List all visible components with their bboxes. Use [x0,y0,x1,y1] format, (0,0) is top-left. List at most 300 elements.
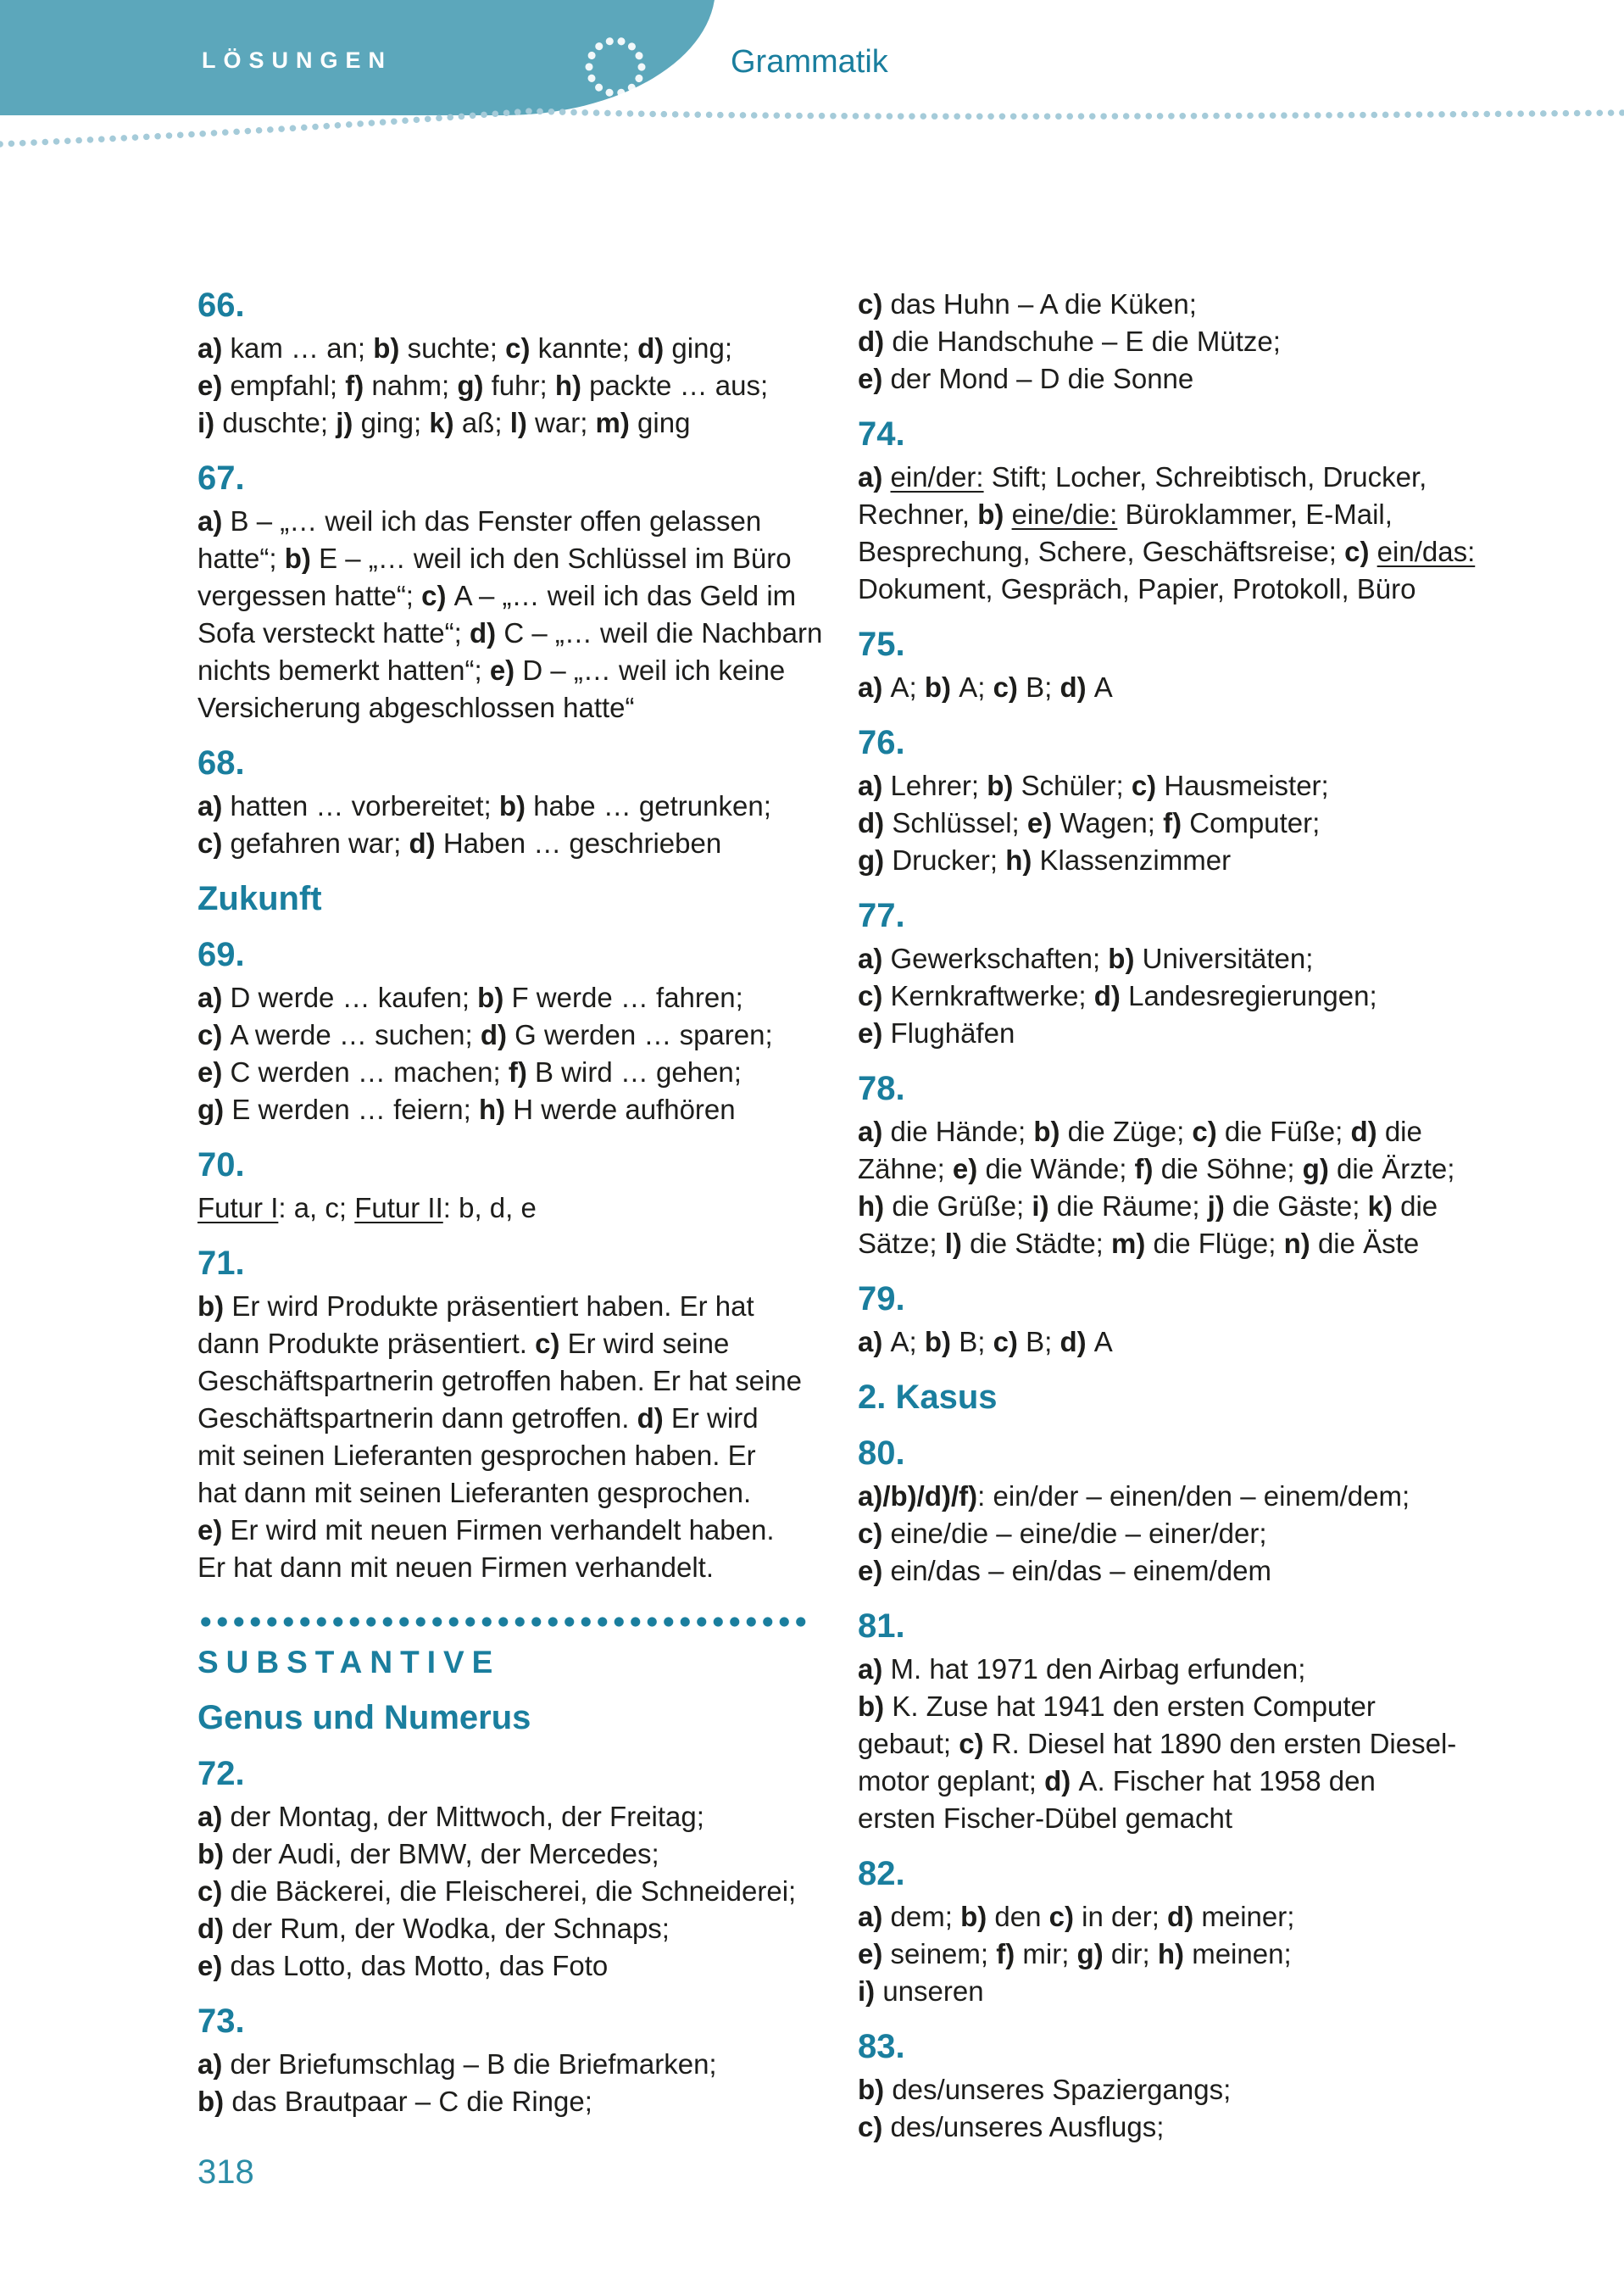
section-subheading: 2. Kasus [858,1379,998,1416]
answer-text: hatten … vorbereitet; [230,790,499,822]
answer-text: B; [1026,671,1060,703]
answer-label: a) [858,770,891,801]
answer-line [858,1113,1510,1150]
answer-line [858,669,1510,706]
section-heading: SUBSTANTIVE [197,1645,501,1679]
answer-label: a)/b)/d)/f) [858,1480,978,1512]
exercise-82 [858,1854,1510,2010]
answer-label: f) [1134,1153,1161,1184]
answer-text: des/unseres Ausflugs; [890,2111,1165,2142]
answer-label: e) [197,1950,231,1981]
answer-label: c) [1048,1901,1082,1932]
answer-label: a) [197,982,231,1013]
exercise-73 [197,2002,850,2120]
answer-line [197,1437,850,1474]
answer-text: G werden … sparen; [514,1019,773,1050]
answer-text: mir; [1022,1938,1077,1969]
answer-text: Zähne; [858,1153,953,1184]
answer-label: e) [858,1938,891,1969]
answer-label: b) [284,543,320,574]
answer-text: ein/das – ein/das – einem/dem [890,1555,1271,1586]
answer-line [197,1400,850,1437]
answer-key-term: Futur I [197,1192,279,1223]
answer-text: die Handschuhe – E die Mütze; [892,326,1281,357]
answer-text: ersten Fischer-Dübel gemacht [858,1802,1233,1834]
answer-text: H werde aufhören [513,1094,736,1125]
answer-label: b) [924,671,959,703]
answer-text: Rechner, [858,499,978,530]
answer-text: Universitäten; [1142,943,1314,974]
answer-line [858,1552,1510,1590]
answer-text: Schlüssel; [892,807,1027,838]
answer-label: g) [1076,1938,1111,1969]
answer-label: i) [858,1975,883,2007]
answer-text: fuhr; [491,370,555,401]
answer-line [197,615,850,652]
answer-text: die Ärzte; [1337,1153,1455,1184]
answer-text: das Brautpaar – C die Ringe; [231,2086,592,2117]
answer-line [197,689,850,727]
answer-label: e) [489,655,523,686]
answer-text: Lehrer; [890,770,987,801]
exercise-number: 67. [197,460,245,497]
exercise-81 [858,1607,1510,1837]
answer-text: in der; [1082,1901,1168,1932]
answer-text: eine/die – eine/die – einer/der; [890,1518,1267,1549]
answer-line [858,2108,1510,2146]
answer-line [197,1910,850,1947]
answer-text: suchte; [407,332,506,364]
answer-text: die Bäckerei, die Fleischerei, die Schneiderei; [230,1875,797,1907]
answer-line [858,805,1510,842]
answer-line [197,1835,850,1873]
answer-label: b) [987,770,1021,801]
exercise-number: 70. [197,1146,245,1184]
answer-label: c) [1192,1116,1225,1147]
answer-text: nichts bemerkt hatten“; [197,655,490,686]
answer-text: Er wird seine [567,1328,730,1359]
answer-label: c) [959,1728,992,1759]
answer-text: Gewerkschaften; [890,943,1109,974]
answer-text: E werden … feiern; [231,1094,479,1125]
answer-label: b) [373,332,408,364]
page-title: LÖSUNGEN [202,47,393,73]
answer-text: Wagen; [1059,807,1164,838]
answer-line [858,1478,1510,1515]
answer-text: die Räume; [1056,1190,1208,1222]
answer-text: Stift; Locher, Schreibtisch, Drucker, [983,461,1427,493]
answer-text: A. Fischer hat 1958 den [1078,1765,1376,1796]
answer-line [197,1325,850,1362]
exercise-number: 68. [197,744,245,782]
answer-text: K. Zuse hat 1941 den ersten Computer [892,1691,1376,1722]
answer-text: die [1384,1116,1422,1147]
answer-text: Besprechung, Schere, Geschäftsreise; [858,536,1345,567]
dotted-wave-line-icon [0,111,1624,144]
answer-line [858,1323,1510,1361]
answer-text: D werde … kaufen; [230,982,478,1013]
answer-line [858,1515,1510,1552]
answer-label: e) [197,1514,231,1546]
answer-text: kam … an; [230,332,374,364]
answer-label: b) [197,2086,232,2117]
answer-text: Dokument, Gespräch, Papier, Protokoll, Büro [858,573,1416,604]
exercise-number: 66. [197,287,245,324]
answer-text: die Züge; [1067,1116,1193,1147]
answer-text: packte … aus; [589,370,769,401]
answer-text: das Huhn – A die Küken; [890,288,1197,320]
answer-text: meinen; [1192,1938,1292,1969]
answer-label: a) [858,461,891,493]
answer-text: Er wird Produkte präsentiert haben. Er hat [231,1290,754,1322]
answer-text: Hausmeister; [1164,770,1329,801]
answer-label: d) [1044,1765,1079,1796]
answer-key-term: ein/der: [890,461,984,493]
exercise-78 [858,1069,1510,1262]
answer-label: d) [1350,1116,1385,1147]
answer-text: : b, d, e [442,1192,537,1223]
answer-text: seinem; [890,1938,997,1969]
answer-text: F werde … fahren; [511,982,743,1013]
answer-line [858,286,1510,323]
answer-text: Schüler; [1021,770,1132,801]
answer-text: A [1093,671,1113,703]
answer-label: h) [478,1094,514,1125]
answer-text: der Rum, der Wodka, der Schnaps; [231,1913,670,1944]
answer-text: die Füße; [1224,1116,1351,1147]
answer-text: B wird … gehen; [534,1056,742,1088]
answer-line [858,571,1510,608]
answer-label: e) [858,1017,891,1049]
answer-label: c) [421,580,454,611]
answer-label: d) [637,1402,671,1434]
answer-line [858,1651,1510,1688]
answer-text: unseren [882,1975,984,2007]
chapter-label: Grammatik [731,44,888,80]
answer-text: war; [535,407,596,438]
answer-label: j) [1207,1190,1232,1222]
answer-line [858,1763,1510,1800]
answer-label: e) [197,370,231,401]
exercise-number: 83. [858,2028,905,2065]
answer-label: d) [480,1019,515,1050]
answer-label: g) [197,1094,232,1125]
answer-text: Versicherung abgeschlossen hatte“ [197,692,635,723]
exercise-67 [197,459,850,727]
answer-line [197,825,850,862]
answer-text: mit seinen Lieferanten gesprochen haben. Er [197,1440,756,1471]
answer-text: Computer; [1189,807,1321,838]
answer-line [858,323,1510,360]
answer-text: das Lotto, das Motto, das Foto [230,1950,609,1981]
answer-label: d) [637,332,672,364]
answer-label: b) [960,1901,995,1932]
answer-text: meiner; [1201,1901,1295,1932]
answer-text: Er wird mit neuen Firmen verhandelt haben. [230,1514,775,1546]
answer-label: e) [858,1555,891,1586]
answer-text: R. Diesel hat 1890 den ersten Diesel- [991,1728,1457,1759]
answer-line [858,1936,1510,1973]
answer-text: M. hat 1971 den Airbag erfunden; [890,1653,1306,1685]
answer-text: empfahl; [230,370,346,401]
answer-text: die Hände; [890,1116,1034,1147]
exercise-continued [858,286,1510,398]
answer-text: ging [637,407,691,438]
answer-label: f) [1163,807,1190,838]
answer-label: m) [1111,1228,1154,1259]
answer-line [197,1873,850,1910]
answer-label: d) [1059,671,1094,703]
exercise-number: 80. [858,1434,905,1472]
answer-label: h) [1157,1938,1193,1969]
exercise-83 [858,2027,1510,2146]
exercise-number: 75. [858,626,905,663]
answer-label: l) [509,407,536,438]
answer-label: f) [508,1056,535,1088]
answer-text: duschte; [222,407,336,438]
exercise-72 [197,1754,850,1985]
answer-text: die Flüge; [1153,1228,1284,1259]
answer-label: m) [595,407,638,438]
answer-text: Er wird [670,1402,759,1434]
answer-line [197,1798,850,1835]
answer-line [858,1225,1510,1262]
dotted-divider [197,1617,811,1627]
answer-text: die [1400,1190,1438,1222]
exercise-71 [197,1244,850,1586]
answer-label: c) [858,288,891,320]
answer-line [197,503,850,540]
answer-label: c) [197,1875,231,1907]
answer-text: die Söhne; [1160,1153,1303,1184]
answer-text: hatte“; [197,543,285,574]
answer-label: a) [197,332,231,364]
answer-label: h) [554,370,590,401]
answer-text: hat dann mit seinen Lieferanten gesprochen. [197,1477,752,1508]
answer-label: h) [1005,844,1040,876]
answer-label: d) [1093,980,1129,1011]
answer-label: d) [1059,1326,1094,1357]
answer-text: der Briefumschlag – B die Briefmarken; [230,2048,717,2080]
answer-text: vergessen hatte“; [197,580,422,611]
answer-label: c) [858,980,891,1011]
answer-label: e) [197,1056,231,1088]
answer-line [197,330,850,367]
answer-label: b) [858,2074,893,2105]
exercise-79 [858,1279,1510,1361]
answer-label: g) [1302,1153,1337,1184]
exercise-80 [858,1434,1510,1590]
answer-line [197,1054,850,1091]
answer-text: A; [890,1326,925,1357]
answer-line [858,1015,1510,1052]
answer-label: k) [429,407,462,438]
answer-label: e) [1026,807,1060,838]
answer-label: a) [858,1326,891,1357]
answer-label: h) [858,1190,893,1222]
answer-text: A werde … suchen; [230,1019,481,1050]
answer-text: C werden … machen; [230,1056,509,1088]
answer-text: die Städte; [970,1228,1112,1259]
answer-key-term: Futur II [354,1192,443,1223]
exercise-75 [858,625,1510,706]
answer-label: n) [1283,1228,1318,1259]
answer-label: a) [858,1653,891,1685]
answer-text: habe … getrunken; [533,790,771,822]
answer-text: B – „… weil ich das Fenster offen gelassen [230,505,762,537]
answer-line [197,1362,850,1400]
answer-label: f) [345,370,372,401]
answer-text: Haben … geschrieben [442,827,722,859]
exercise-number: 77. [858,897,905,934]
answer-text: nahm; [371,370,458,401]
answer-label: b) [924,1326,959,1357]
answer-label: a) [858,671,891,703]
answer-label: c) [197,1019,231,1050]
answer-label: j) [336,407,361,438]
exercise-number: 78. [858,1070,905,1107]
answer-line [858,2071,1510,2108]
answer-text: dir; [1110,1938,1158,1969]
answer-text: dann Produkte präsentiert. [197,1328,536,1359]
answer-line [197,1288,850,1325]
answer-key-term: eine/die: [1011,499,1118,530]
answer-text: die Äste [1317,1228,1420,1259]
answer-line [858,767,1510,805]
answer-label: b) [1108,943,1143,974]
answer-label: g) [457,370,492,401]
answer-text: : a, c; [278,1192,355,1223]
answer-label: d) [858,807,893,838]
answer-label: c) [1344,536,1377,567]
exercise-number: 73. [197,2003,245,2040]
answer-label: c) [1131,770,1165,801]
answer-text: aß; [461,407,510,438]
answer-label: a) [197,1801,231,1832]
answer-text: den [994,1901,1049,1932]
answer-label: a) [858,1116,891,1147]
answer-text: Landesregierungen; [1128,980,1377,1011]
answer-label: c) [535,1328,568,1359]
answer-text: Kernkraftwerke; [890,980,1094,1011]
answer-line [858,1688,1510,1725]
answer-label: b) [197,1290,232,1322]
exercise-74 [858,415,1510,608]
answer-label: b) [977,499,1012,530]
answer-label: c) [993,1326,1026,1357]
answer-label: a) [197,505,231,537]
answer-text: die Wände; [985,1153,1135,1184]
answer-line [197,367,850,404]
exercise-number: 72. [197,1755,245,1792]
answer-label: a) [197,790,231,822]
answers-column-right [858,286,1510,2146]
answer-text: Sätze; [858,1228,945,1259]
answer-line [858,496,1510,533]
answer-text: die Gäste; [1232,1190,1368,1222]
exercise-77 [858,896,1510,1052]
section-subheading: Genus und Numerus [197,1699,531,1736]
page-number: 318 [197,2153,254,2191]
exercise-number: 69. [197,936,245,973]
answer-text: der Audi, der BMW, der Mercedes; [231,1838,659,1869]
answer-line [197,652,850,689]
answer-line [858,1150,1510,1188]
answer-text: A – „… weil ich das Geld im [453,580,797,611]
answer-label: k) [1367,1190,1401,1222]
answer-line [197,1947,850,1985]
answer-label: c) [197,827,231,859]
answer-label: f) [996,1938,1023,1969]
answer-text: D – „… weil ich keine [522,655,786,686]
answer-label: e) [952,1153,986,1184]
exercise-number: 79. [858,1280,905,1317]
answer-line [858,533,1510,571]
answer-label: a) [858,1901,891,1932]
exercise-70 [197,1145,850,1227]
answer-line [197,2083,850,2120]
answer-text: Geschäftspartnerin getroffen haben. Er hat seine [197,1365,803,1396]
answer-label: c) [993,671,1026,703]
answer-label: c) [858,1518,891,1549]
answer-label: d) [409,827,443,859]
answer-line [197,577,850,615]
answer-line [197,1091,850,1128]
answer-label: b) [498,790,534,822]
answer-label: i) [1032,1190,1057,1222]
answer-text: die Grüße; [892,1190,1032,1222]
answer-text: B; [1026,1326,1060,1357]
answer-line [197,540,850,577]
answer-line [858,1800,1510,1837]
answer-text: C – „… weil die Nachbarn [503,617,823,649]
answer-text: dem; [890,1901,961,1932]
answer-label: b) [1033,1116,1068,1147]
answer-text: des/unseres Spaziergangs; [892,2074,1232,2105]
answer-line [858,1898,1510,1936]
answer-text: : ein/der – einen/den – einem/dem; [977,1480,1410,1512]
exercise-68 [197,744,850,862]
exercise-76 [858,723,1510,879]
answer-text: gebaut; [858,1728,959,1759]
answer-label: c) [858,2111,891,2142]
answer-line [197,1017,850,1054]
answer-label: b) [477,982,512,1013]
answer-line [197,1549,850,1586]
section-subheading: Zukunft [197,880,322,917]
exercise-66 [197,286,850,442]
answer-text: der Montag, der Mittwoch, der Freitag; [230,1801,704,1832]
answer-text: Flughäfen [890,1017,1015,1049]
answer-label: g) [858,844,893,876]
answer-label: b) [858,1691,893,1722]
answer-label: i) [197,407,223,438]
answer-line [858,978,1510,1015]
answer-line [197,1474,850,1512]
exercise-69 [197,935,850,1128]
exercise-number: 82. [858,1855,905,1892]
answer-line [858,1188,1510,1225]
answer-text: A [1093,1326,1113,1357]
answer-text: Sofa versteckt hatte“; [197,617,470,649]
answer-text: A; [959,671,993,703]
answer-text: Geschäftspartnerin dann getroffen. [197,1402,637,1434]
answer-label: l) [944,1228,971,1259]
answers-column-left [197,286,850,2120]
answer-line [197,1189,850,1227]
answer-line [858,842,1510,879]
answer-text: ging; [360,407,430,438]
